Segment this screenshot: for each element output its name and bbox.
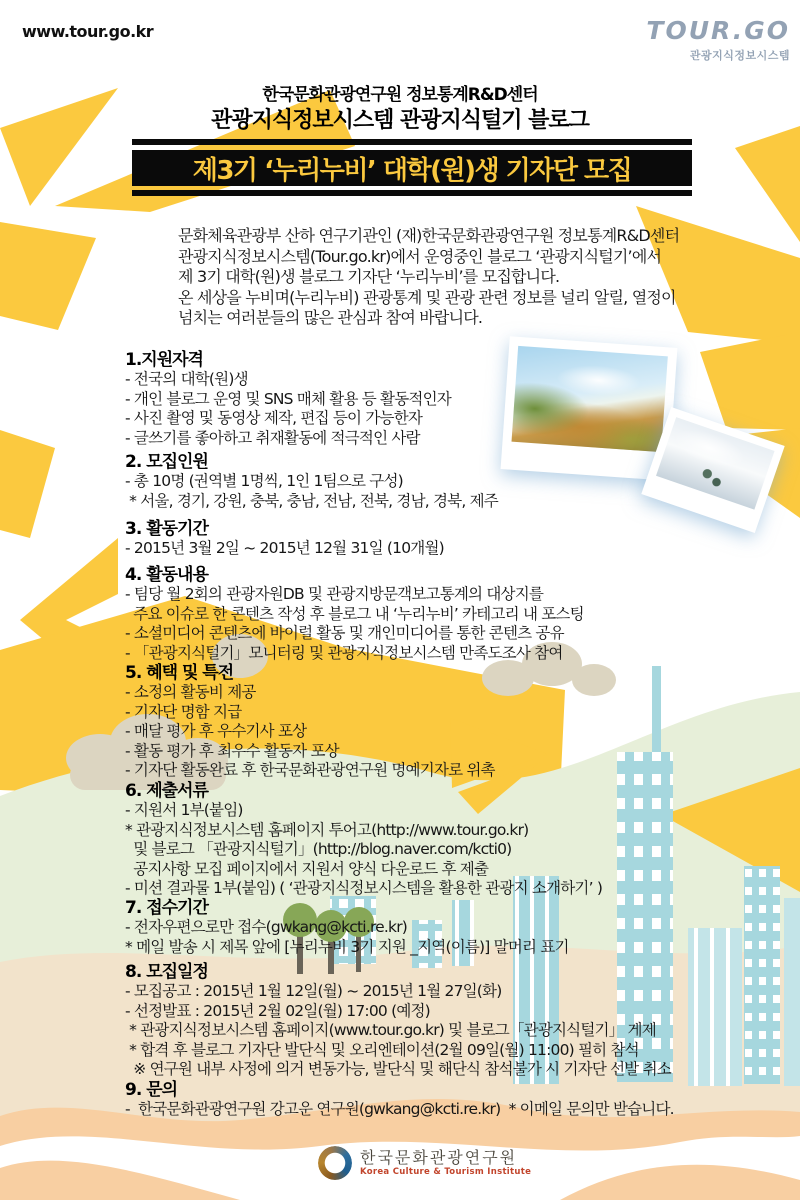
section <box>125 350 755 448</box>
section-item: 주요 이슈로 한 콘텐츠 작성 후 블로그 내 ‘누리누비’ 카테고리 내 포스팅 <box>125 604 584 623</box>
section-item: - 팀당 월 2회의 관광자원DB 및 관광지방문객보고통계의 대상지를 <box>125 585 544 603</box>
section-item: - 소정의 활동비 제공 <box>125 683 256 701</box>
section-item: - 활동 평가 후 최우수 활동자 포상 <box>125 741 339 760</box>
intro-line: 제 3기 대학(원)생 블로그 기자단 ‘누리누비’를 모집합니다. <box>178 267 560 286</box>
banner-main <box>132 150 692 186</box>
section <box>125 519 755 559</box>
section-title: 3. 활동기간 <box>125 519 208 539</box>
footer-logo-korean: 한국문화관광연구원 <box>360 1147 518 1167</box>
banner-top-bar <box>132 139 692 145</box>
intro-line: 넘치는 여러분들의 많은 관심과 참여 바랍니다. <box>178 308 483 327</box>
section-item: - 모집공고 : 2015년 1월 12일(월) ~ 2015년 1월 27일(화) <box>125 982 502 1000</box>
site-url: www.tour.go.kr <box>22 22 154 41</box>
section-item: - 한국문화관광연구원 강고운 연구원(gwkang@kcti.re.kr) * 이메일 문의만 받습니다. <box>125 1100 674 1118</box>
section-item: - 총 10명 (권역별 1명씩, 1인 1팀으로 구성) <box>125 472 403 490</box>
section-item: - 전국의 대학(원)생 <box>125 370 248 388</box>
section <box>125 452 755 511</box>
section-item: - 기자단 활동완료 후 한국문화관광연구원 명예기자로 위촉 <box>125 761 495 779</box>
section <box>125 1080 755 1120</box>
tourgo-logo-subtitle: 관광지식정보시스템 <box>689 49 790 62</box>
tourgo-logo-title: TOUR.GO <box>646 16 790 45</box>
intro-line: 온 세상을 누비며(누리누비) 관광통계 및 관광 관련 정보를 널리 알릴, 열정이 <box>178 287 676 307</box>
section <box>125 781 755 899</box>
institute-ring-icon <box>318 1146 352 1180</box>
section-item: 공지사항 모집 페이지에서 지원서 양식 다운로드 후 제출 <box>125 859 489 878</box>
blog-line: 관광지식정보시스템 관광지식털기 블로그 <box>211 108 589 133</box>
section-title: 5. 혜택 및 특전 <box>125 663 234 683</box>
section-item: - 미션 결과물 1부(붙임) ( ‘관광지식정보시스템을 활용한 관광지 소개하기’ ) <box>125 879 603 897</box>
section-item: - 개인 블로그 운영 및 SNS 매체 활용 등 활동적인자 <box>125 389 451 408</box>
section-item: ※ 연구원 내부 사정에 의거 변동가능, 발단식 및 해단식 참석불가 시 기자단 선발 취소 <box>125 1060 671 1078</box>
section-item: 및 블로그 「관광지식털기」(http://blog.naver.com/kcti0) <box>125 840 512 858</box>
title-banner <box>132 139 692 196</box>
tourgo-logo <box>640 18 790 63</box>
section-item: - 매달 평가 후 우수기사 포상 <box>125 722 307 740</box>
section-title: 4. 활동내용 <box>125 565 208 585</box>
section-item: * 관광지식정보시스템 홈페이지(www.tour.go.kr) 및 블로그「관광지식털기」 게제 <box>125 1021 656 1039</box>
section-item: * 메일 발송 시 제목 앞에 [누리누비 3기 지원 _지역(이름)] 말머리 표기 <box>125 937 569 956</box>
section-item: - 기자단 명함 지급 <box>125 702 242 721</box>
section-item: * 합격 후 블로그 기자단 발단식 및 오리엔테이션(2월 09일(월) 11:00) 필히 참석 <box>125 1040 639 1059</box>
section-item: - 글쓰기를 좋아하고 취재활동에 적극적인 사람 <box>125 428 420 447</box>
intro-paragraph <box>178 226 738 329</box>
section <box>125 565 755 663</box>
section-item: - 「관광지식털기」모니터링 및 관광지식정보시스템 만족도조사 참여 <box>125 643 563 662</box>
section-title: 9. 문의 <box>125 1080 178 1100</box>
section <box>125 663 755 781</box>
section-item: - 지원서 1부(붙임) <box>125 801 243 819</box>
banner-title: 제3기 ‘누리누비’ 대학(원)생 기자단 모집 <box>192 155 632 186</box>
section-title: 8. 모집일정 <box>125 962 208 982</box>
footer-logo-english: Korea Culture & Tourism Institute <box>360 1166 532 1177</box>
section-title: 2. 모집인원 <box>125 452 208 472</box>
intro-line: 문화체육관광부 산하 연구기관인 (재)한국문화관광연구원 정보통계R&D센터 <box>178 226 680 245</box>
section-item: * 관광지식정보시스템 홈페이지 투어고(http://www.tour.go.kr) <box>125 820 529 839</box>
section-item: * 서울, 경기, 강원, 충북, 충남, 전남, 전북, 경남, 경북, 제주 <box>125 491 498 510</box>
section-item: - 선정발표 : 2015년 2월 02일(월) 17:00 (예정) <box>125 1001 430 1020</box>
intro-line: 관광지식정보시스템(Tour.go.kr)에서 운영중인 블로그 ‘관광지식털기’에서 <box>178 246 662 266</box>
section-item: - 전자우편으로만 접수(gwkang@kcti.re.kr) <box>125 918 408 936</box>
banner-bottom-bar <box>132 190 692 196</box>
section-item: - 사진 촬영 및 동영상 제작, 편집 등이 가능한자 <box>125 409 423 427</box>
section <box>125 898 755 957</box>
section-item: - 2015년 3월 2일 ~ 2015년 12월 31일 (10개월) <box>125 539 444 557</box>
section-title: 6. 제출서류 <box>125 781 208 801</box>
section <box>125 962 755 1080</box>
section-title: 1.지원자격 <box>125 350 203 370</box>
section-item: - 소셜미디어 콘텐츠에 바이럴 활동 및 개인미디어를 통한 콘텐츠 공유 <box>125 624 564 642</box>
section-title: 7. 접수기간 <box>125 898 208 918</box>
org-line: 한국문화관광연구원 정보통계R&D센터 <box>262 85 538 105</box>
footer-logo <box>318 1146 558 1180</box>
